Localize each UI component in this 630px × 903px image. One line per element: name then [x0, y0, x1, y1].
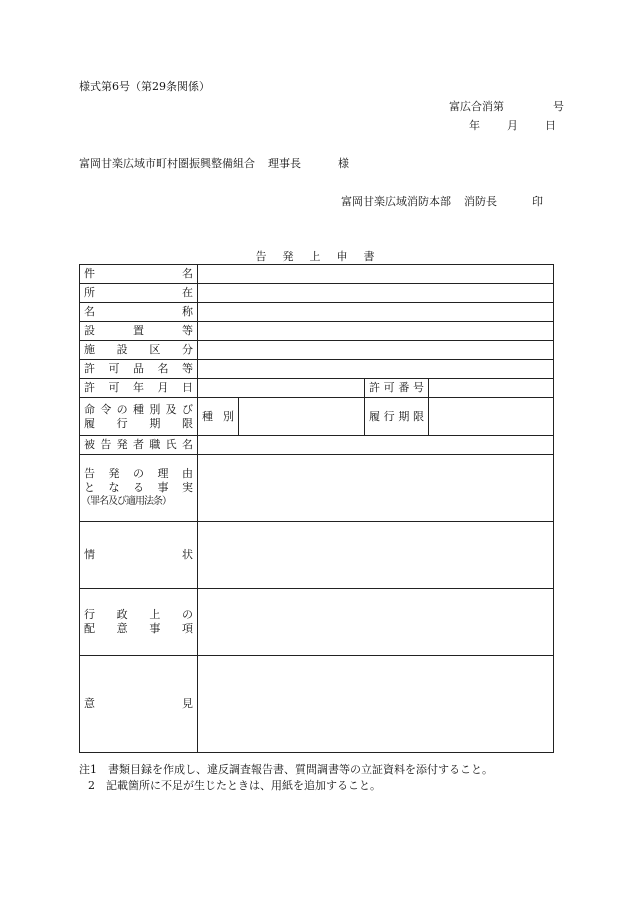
addressee-honorific: 様: [338, 157, 349, 170]
label-order-type: 命 令 の 種 別 及 び 履 行 期 限: [84, 402, 193, 430]
label-order-kind: 種 別: [202, 409, 234, 423]
label-location: 所 在: [84, 286, 193, 299]
field-facility-class[interactable]: [198, 341, 554, 360]
label-name: 名 称: [84, 305, 193, 318]
seal-mark: 印: [532, 195, 543, 208]
field-opinion[interactable]: [198, 656, 554, 753]
title-char: 告: [255, 250, 267, 263]
issue-date: [469, 119, 556, 132]
field-deadline[interactable]: [429, 398, 554, 436]
addressee: [79, 157, 349, 170]
note-1: 注1 書類目録を作成し、違反調査報告書、質問調書等の立証資料を添付すること。: [79, 763, 493, 776]
row-accused: [80, 436, 554, 455]
field-circumstances[interactable]: [198, 522, 554, 589]
label-accused: 被 告 発 者 職 氏 名: [84, 438, 193, 451]
label-deadline: 履 行 期 限: [369, 409, 424, 423]
row-admin-notes: [80, 589, 554, 656]
document-number: [449, 100, 564, 113]
field-location[interactable]: [198, 284, 554, 303]
row-name: [80, 303, 554, 322]
field-admin-notes[interactable]: [198, 589, 554, 656]
notes: [79, 762, 493, 794]
field-name[interactable]: [198, 303, 554, 322]
note-2: 2 記載箇所に不足が生じたときは、用紙を追加すること。: [88, 779, 381, 792]
row-facility-class: [80, 341, 554, 360]
sender-role: 消防長: [464, 195, 497, 208]
field-permit-number[interactable]: [429, 379, 554, 398]
field-permit-date[interactable]: [198, 379, 365, 398]
row-opinion: [80, 656, 554, 753]
label-permit-number: 許 可 番 号: [369, 381, 424, 394]
report-form-table: [79, 264, 554, 753]
field-order-kind[interactable]: [239, 398, 365, 436]
label-reason: 告 発 の 理 由 と な る 事 実 （罪名及び適用法条）: [81, 467, 193, 507]
label-facility-class: 施 設 区 分: [84, 343, 193, 356]
sender-org: 富岡甘楽広域消防本部: [341, 195, 451, 208]
field-installer[interactable]: [198, 322, 554, 341]
label-circumstances: 情 状: [84, 548, 193, 561]
row-location: [80, 284, 554, 303]
addressee-role: 理事長: [268, 157, 301, 170]
document-number-prefix: 富広合消第: [449, 100, 504, 113]
document-number-suffix: 号: [553, 100, 564, 113]
label-permit-date: 許 可 年 月 日: [84, 381, 193, 394]
date-year: 年: [469, 119, 480, 132]
row-permit-date: [80, 379, 554, 398]
form-number: 様式第6号（第29条関係）: [79, 80, 210, 93]
date-month: 月: [507, 119, 518, 132]
title-char: 申: [336, 250, 348, 263]
date-day: 日: [545, 119, 556, 132]
row-order-type: [80, 398, 554, 436]
row-installer: [80, 322, 554, 341]
row-case-name: [80, 265, 554, 284]
title-char: 上: [309, 250, 321, 263]
title-char: 書: [363, 250, 375, 263]
field-reason[interactable]: [198, 455, 554, 522]
label-admin-notes: 行 政 上 の 配 意 事 項: [84, 608, 193, 635]
field-case-name[interactable]: [198, 265, 554, 284]
label-permitted-items: 許 可 品 名 等: [84, 362, 193, 375]
document-title: [0, 248, 630, 264]
label-opinion: 意 見: [84, 697, 193, 710]
row-reason: [80, 455, 554, 522]
addressee-org: 富岡甘楽広域市町村圏振興整備組合: [79, 157, 255, 170]
sender: [341, 195, 543, 208]
label-installer: 設 置 等: [84, 324, 193, 337]
title-char: 発: [282, 250, 294, 263]
label-case-name: 件 名: [84, 267, 193, 280]
row-permitted-items: [80, 360, 554, 379]
field-permitted-items[interactable]: [198, 360, 554, 379]
row-circumstances: [80, 522, 554, 589]
field-accused[interactable]: [198, 436, 554, 455]
